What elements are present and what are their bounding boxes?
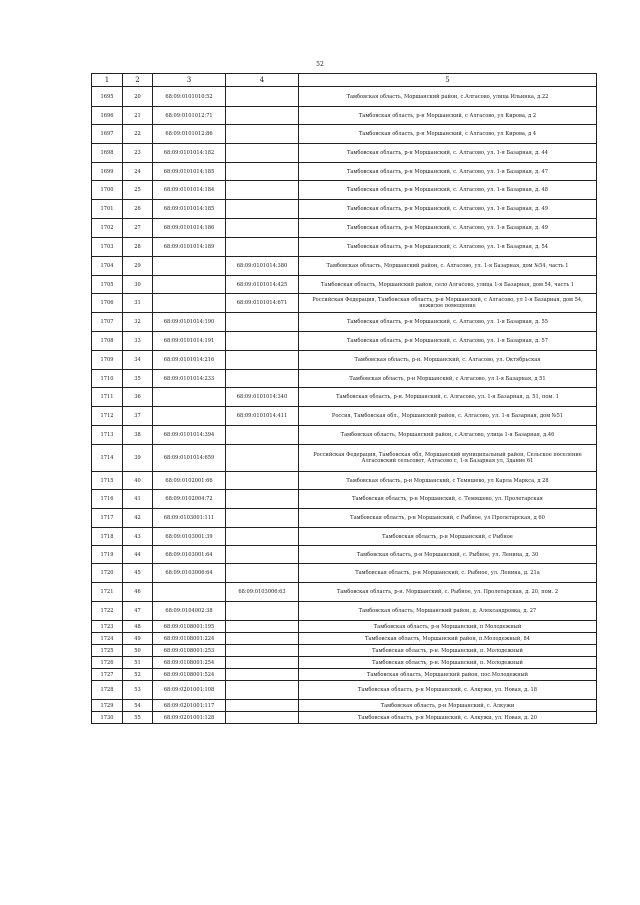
row-number: 1696 bbox=[92, 107, 123, 125]
cadastral-number-building bbox=[226, 181, 299, 200]
row-index: 39 bbox=[123, 445, 153, 472]
row-index: 45 bbox=[123, 564, 153, 583]
cadastral-number-land: 68:09:0104002:38 bbox=[153, 602, 226, 621]
address-cell: Тамбовская область, Моршанский район, село Алгасово, улица 1-я Базарная, дом 54, часть 1 bbox=[299, 276, 597, 294]
address-cell: Тамбовская область, р-н Моршанский, с Алгасово, ул Кирова, д 2 bbox=[299, 107, 597, 125]
row-index: 33 bbox=[123, 332, 153, 351]
cadastral-number-building bbox=[226, 351, 299, 370]
address-cell: Тамбовская область, р-н. Моршанский, с. Алгасово, ул. 1-я Базарная, д. 51, пом. 1 bbox=[299, 388, 597, 407]
cadastral-number-building bbox=[226, 645, 299, 657]
row-index: 54 bbox=[123, 700, 153, 712]
address-cell: Тамбовская область, Моршанский район, п.Молодежный, 84 bbox=[299, 633, 597, 645]
row-number: 1725 bbox=[92, 645, 123, 657]
table-row bbox=[92, 294, 597, 313]
cadastral-number-land: 68:09:0103001:111 bbox=[153, 509, 226, 528]
row-number: 1727 bbox=[92, 669, 123, 681]
row-index: 42 bbox=[123, 509, 153, 528]
address-cell: Тамбовская область, р-н. Моршанский, п. Молодежный bbox=[299, 645, 597, 657]
cadastral-number-building: 68:09:0101014:671 bbox=[226, 294, 299, 313]
cadastral-number-building bbox=[226, 426, 299, 445]
address-cell: Тамбовская область, р-н Моршанский, с. Алгасово, ул. 1-я Базарная, д. 49 bbox=[299, 200, 597, 219]
row-index: 55 bbox=[123, 712, 153, 724]
address-cell: Тамбовская область, р-н Моршанский, с. Рыбное, ул. Ленина, д. 30 bbox=[299, 546, 597, 564]
table-row bbox=[92, 163, 597, 181]
row-index: 28 bbox=[123, 238, 153, 257]
col-header-1: 1 bbox=[92, 74, 123, 87]
address-cell: Тамбовская область, р-н Моршанский, с Алгасово, ул Кирова, д 4 bbox=[299, 125, 597, 144]
table-row bbox=[92, 200, 597, 219]
row-number: 1702 bbox=[92, 219, 123, 238]
table-row bbox=[92, 313, 597, 332]
cadastral-number-building bbox=[226, 313, 299, 332]
table-row bbox=[92, 144, 597, 163]
address-cell: Российская Федерация, Тамбовская область, р-н Моршанский, с Алгасово, ул 1-я Базарная, дом 54, нежилое помещение bbox=[299, 294, 597, 313]
row-index: 20 bbox=[123, 87, 153, 107]
table-row bbox=[92, 621, 597, 633]
table-row bbox=[92, 669, 597, 681]
row-number: 1711 bbox=[92, 388, 123, 407]
row-index: 35 bbox=[123, 370, 153, 388]
cadastral-number-land: 68:09:0101012:71 bbox=[153, 107, 226, 125]
table-row bbox=[92, 257, 597, 276]
row-index: 36 bbox=[123, 388, 153, 407]
address-cell: Тамбовская область, р-н Моршанский, с. Алкужи, ул. Новая, д. 18 bbox=[299, 681, 597, 700]
row-index: 46 bbox=[123, 583, 153, 602]
cadastral-number-building bbox=[226, 445, 299, 472]
address-cell: Тамбовская область, р-н Моршанский, с Рыбное bbox=[299, 528, 597, 546]
cadastral-number-building bbox=[226, 107, 299, 125]
row-index: 48 bbox=[123, 621, 153, 633]
row-number: 1715 bbox=[92, 472, 123, 490]
row-number: 1710 bbox=[92, 370, 123, 388]
cadastral-number-land: 68:09:0108001:195 bbox=[153, 621, 226, 633]
address-cell: Российская Федерация, Тамбовская обл, Моршанский муниципальный район, Сельское поселение Алгасовский сельсовет, Алгасово с, 1-я Базарная ул, Здание 61 bbox=[299, 445, 597, 472]
cadastral-number-land: 68:09:0101014:189 bbox=[153, 238, 226, 257]
cadastral-number-building: 68:09:0101014:340 bbox=[226, 388, 299, 407]
cadastral-number-land: 68:09:0108001:254 bbox=[153, 657, 226, 669]
address-cell: Тамбовская область, р-н. Моршанский, п. Молодежный bbox=[299, 657, 597, 669]
row-number: 1698 bbox=[92, 144, 123, 163]
row-index: 49 bbox=[123, 633, 153, 645]
cadastral-number-building bbox=[226, 669, 299, 681]
cadastral-number-land: 68:09:0101014:233 bbox=[153, 370, 226, 388]
table-row bbox=[92, 87, 597, 107]
table-body bbox=[92, 87, 597, 724]
cadastral-number-building bbox=[226, 163, 299, 181]
row-number: 1724 bbox=[92, 633, 123, 645]
cadastral-number-land: 68:09:0101014:659 bbox=[153, 445, 226, 472]
cadastral-number-building bbox=[226, 490, 299, 509]
cadastral-number-land bbox=[153, 583, 226, 602]
cadastral-number-land: 68:09:0103001:64 bbox=[153, 546, 226, 564]
cadastral-number-building bbox=[226, 602, 299, 621]
cadastral-number-building bbox=[226, 712, 299, 724]
address-cell: Тамбовская область, Моршанский район, с. Алгасово, ул. 1-я Базарная, дом №54, часть 1 bbox=[299, 257, 597, 276]
cadastral-number-land: 68:09:0101014:190 bbox=[153, 313, 226, 332]
cadastral-number-building bbox=[226, 219, 299, 238]
row-index: 23 bbox=[123, 144, 153, 163]
address-cell: Тамбовская область, р-н Моршанский, с Рыбное, ул Пролетарская, д 60 bbox=[299, 509, 597, 528]
cadastral-number-building: 68:09:0101014:380 bbox=[226, 257, 299, 276]
row-index: 34 bbox=[123, 351, 153, 370]
cadastral-number-building bbox=[226, 564, 299, 583]
cadastral-number-land: 68:09:0101014:191 bbox=[153, 332, 226, 351]
row-number: 1695 bbox=[92, 87, 123, 107]
cadastral-number-land bbox=[153, 407, 226, 426]
row-number: 1700 bbox=[92, 181, 123, 200]
row-number: 1703 bbox=[92, 238, 123, 257]
cadastral-number-land bbox=[153, 257, 226, 276]
cadastral-number-land: 68:09:0101014:216 bbox=[153, 351, 226, 370]
cadastral-number-building bbox=[226, 657, 299, 669]
table-row bbox=[92, 509, 597, 528]
cadastral-number-land: 68:09:0101014:186 bbox=[153, 219, 226, 238]
address-cell: Тамбовская область, Моршанский район, пос.Молодежный bbox=[299, 669, 597, 681]
row-number: 1722 bbox=[92, 602, 123, 621]
row-number: 1708 bbox=[92, 332, 123, 351]
row-number: 1721 bbox=[92, 583, 123, 602]
cadastral-number-land bbox=[153, 294, 226, 313]
address-cell: Тамбовская область, р-н Моршанский, с. Алгасово, ул. 1-я Базарная, д. 49 bbox=[299, 219, 597, 238]
row-number: 1709 bbox=[92, 351, 123, 370]
cadastral-number-land: 68:09:0101014:182 bbox=[153, 144, 226, 163]
address-cell: Россия, Тамбовская обл., Моршанский район, с. Алгасово, ул. 1-я Базарная, дом №51 bbox=[299, 407, 597, 426]
table-row bbox=[92, 238, 597, 257]
table-row bbox=[92, 490, 597, 509]
row-number: 1712 bbox=[92, 407, 123, 426]
address-cell: Тамбовская область, р-н Моршанский, с. Рыбное, ул. Ленина, д. 21а bbox=[299, 564, 597, 583]
row-number: 1719 bbox=[92, 546, 123, 564]
cadastral-number-building bbox=[226, 700, 299, 712]
cadastral-number-land: 68:09:0102004:72 bbox=[153, 490, 226, 509]
table-row bbox=[92, 633, 597, 645]
col-header-3: 3 bbox=[153, 74, 226, 87]
row-number: 1730 bbox=[92, 712, 123, 724]
address-cell: Тамбовская область, р-н Моршанский, с. Алгасово, ул. 1-я Базарная, д. 48 bbox=[299, 181, 597, 200]
cadastral-number-land: 68:09:0101014:184 bbox=[153, 181, 226, 200]
cadastral-number-land: 68:09:0201001:128 bbox=[153, 712, 226, 724]
row-index: 30 bbox=[123, 276, 153, 294]
row-number: 1713 bbox=[92, 426, 123, 445]
cadastral-number-building bbox=[226, 633, 299, 645]
address-cell: Тамбовская область, Моршанский район, д. Александровка, д. 27 bbox=[299, 602, 597, 621]
row-index: 37 bbox=[123, 407, 153, 426]
cadastral-number-building bbox=[226, 238, 299, 257]
address-cell: Тамбовская область, р-н Моршанский, с Алгасово, ул 1-я Базарная, д 51 bbox=[299, 370, 597, 388]
table-row bbox=[92, 712, 597, 724]
registry-table bbox=[91, 73, 597, 724]
cadastral-number-building bbox=[226, 509, 299, 528]
table-row bbox=[92, 645, 597, 657]
table-row bbox=[92, 583, 597, 602]
cadastral-number-land: 68:09:0101012:86 bbox=[153, 125, 226, 144]
address-cell: Тамбовская область, р-н Моршанский, с. Алгасово, ул. 1-я Базарная, д. 57 bbox=[299, 332, 597, 351]
row-number: 1707 bbox=[92, 313, 123, 332]
cadastral-number-land: 68:09:0101014:185 bbox=[153, 163, 226, 181]
address-cell: Тамбовская область, Моршанский район, с.Алгасово, улица Ильинка, д.22 bbox=[299, 87, 597, 107]
table-row bbox=[92, 700, 597, 712]
address-cell: Тамбовская область, Моршанский район, с.Алгасово, улица 1-я Базарная, д.46 bbox=[299, 426, 597, 445]
row-index: 22 bbox=[123, 125, 153, 144]
address-cell: Тамбовская область, р-н Моршанский, с. Алгасово, ул. 1-я Базарная, д. 44 bbox=[299, 144, 597, 163]
row-number: 1697 bbox=[92, 125, 123, 144]
row-number: 1716 bbox=[92, 490, 123, 509]
row-number: 1717 bbox=[92, 509, 123, 528]
cadastral-number-land bbox=[153, 276, 226, 294]
row-number: 1726 bbox=[92, 657, 123, 669]
cadastral-number-building bbox=[226, 472, 299, 490]
row-index: 32 bbox=[123, 313, 153, 332]
col-header-5: 5 bbox=[299, 74, 597, 87]
table-row bbox=[92, 407, 597, 426]
cadastral-number-land: 68:09:0103001:39 bbox=[153, 528, 226, 546]
row-number: 1718 bbox=[92, 528, 123, 546]
cadastral-number-land: 68:09:0108001:524 bbox=[153, 669, 226, 681]
cadastral-number-building: 68:09:0101014:425 bbox=[226, 276, 299, 294]
row-number: 1720 bbox=[92, 564, 123, 583]
row-index: 53 bbox=[123, 681, 153, 700]
row-index: 44 bbox=[123, 546, 153, 564]
row-index: 52 bbox=[123, 669, 153, 681]
cadastral-number-building bbox=[226, 125, 299, 144]
row-number: 1714 bbox=[92, 445, 123, 472]
row-index: 38 bbox=[123, 426, 153, 445]
table-header-row bbox=[92, 74, 597, 87]
table-row bbox=[92, 388, 597, 407]
cadastral-number-building bbox=[226, 200, 299, 219]
table-row bbox=[92, 276, 597, 294]
address-cell: Тамбовская область, р-н. Моршанский, с. Рыбное, ул. Пролетарская, д. 20, пом. 2 bbox=[299, 583, 597, 602]
cadastral-number-building: 68:09:0103006:63 bbox=[226, 583, 299, 602]
table-row bbox=[92, 681, 597, 700]
cadastral-number-building bbox=[226, 528, 299, 546]
row-index: 31 bbox=[123, 294, 153, 313]
row-index: 40 bbox=[123, 472, 153, 490]
table-row bbox=[92, 370, 597, 388]
cadastral-number-building bbox=[226, 87, 299, 107]
row-index: 24 bbox=[123, 163, 153, 181]
table-row bbox=[92, 546, 597, 564]
row-number: 1704 bbox=[92, 257, 123, 276]
row-index: 26 bbox=[123, 200, 153, 219]
table-row bbox=[92, 332, 597, 351]
row-number: 1729 bbox=[92, 700, 123, 712]
row-index: 25 bbox=[123, 181, 153, 200]
cadastral-number-land: 68:09:0108001:253 bbox=[153, 645, 226, 657]
address-cell: Тамбовская область, р-н Моршанский, с. Алгасово, ул. 1-я Базарная, д. 47 bbox=[299, 163, 597, 181]
row-index: 27 bbox=[123, 219, 153, 238]
address-cell: Тамбовская область, р-н Моршанский, с Темяшево, ул Карла Маркса, д 28 bbox=[299, 472, 597, 490]
table-row bbox=[92, 528, 597, 546]
address-cell: Тамбовская область, р-н Моршанский, с. Алкужи, ул. Новая, д. 20 bbox=[299, 712, 597, 724]
table-row bbox=[92, 472, 597, 490]
row-index: 51 bbox=[123, 657, 153, 669]
row-number: 1723 bbox=[92, 621, 123, 633]
cadastral-number-building bbox=[226, 370, 299, 388]
cadastral-number-building bbox=[226, 144, 299, 163]
table-row bbox=[92, 219, 597, 238]
cadastral-number-building bbox=[226, 681, 299, 700]
table-row bbox=[92, 602, 597, 621]
address-cell: Тамбовская область, р-н Моршанский, с. Алгасово, ул. 1-я Базарная, д. 55 bbox=[299, 313, 597, 332]
row-index: 21 bbox=[123, 107, 153, 125]
cadastral-number-land: 68:09:0101014:185 bbox=[153, 200, 226, 219]
row-number: 1728 bbox=[92, 681, 123, 700]
row-index: 41 bbox=[123, 490, 153, 509]
row-index: 47 bbox=[123, 602, 153, 621]
col-header-4: 4 bbox=[226, 74, 299, 87]
cadastral-number-land: 68:09:0101014:394 bbox=[153, 426, 226, 445]
cadastral-number-land: 68:09:0108001:224 bbox=[153, 633, 226, 645]
cadastral-number-land bbox=[153, 388, 226, 407]
table-row bbox=[92, 181, 597, 200]
row-number: 1699 bbox=[92, 163, 123, 181]
cadastral-number-land: 68:09:0201001:117 bbox=[153, 700, 226, 712]
page-number: 52 bbox=[316, 61, 324, 68]
address-cell: Тамбовская область, р-н Моршанский, с. Алгасово, ул. 1-я Базарная, д. 54 bbox=[299, 238, 597, 257]
table-row bbox=[92, 107, 597, 125]
table-row bbox=[92, 426, 597, 445]
row-number: 1705 bbox=[92, 276, 123, 294]
row-index: 43 bbox=[123, 528, 153, 546]
row-number: 1701 bbox=[92, 200, 123, 219]
cadastral-number-building: 68:09:0101014:411 bbox=[226, 407, 299, 426]
cadastral-number-building bbox=[226, 546, 299, 564]
address-cell: Тамбовская область, р-н. Моршанский, с. Алгасово, ул. Октябрьская bbox=[299, 351, 597, 370]
table-row bbox=[92, 445, 597, 472]
cadastral-number-land: 68:09:0103006:64 bbox=[153, 564, 226, 583]
cadastral-number-building bbox=[226, 332, 299, 351]
cadastral-number-land: 68:09:0201001:108 bbox=[153, 681, 226, 700]
cadastral-number-building bbox=[226, 621, 299, 633]
table-row bbox=[92, 351, 597, 370]
address-cell: Тамбовская область, р-н Моршанский, п Молодежный bbox=[299, 621, 597, 633]
row-index: 50 bbox=[123, 645, 153, 657]
row-index: 29 bbox=[123, 257, 153, 276]
table-row bbox=[92, 564, 597, 583]
row-number: 1706 bbox=[92, 294, 123, 313]
cadastral-number-land: 68:09:0101010:52 bbox=[153, 87, 226, 107]
address-cell: Тамбовская область, р-н Моршанский, с. Темяшево, ул. Пролетарская bbox=[299, 490, 597, 509]
cadastral-number-land: 68:09:0102001:66 bbox=[153, 472, 226, 490]
address-cell: Тамбовская область, р-н Моршанский, с. Алкужи bbox=[299, 700, 597, 712]
col-header-2: 2 bbox=[123, 74, 153, 87]
table-row bbox=[92, 657, 597, 669]
table-row bbox=[92, 125, 597, 144]
